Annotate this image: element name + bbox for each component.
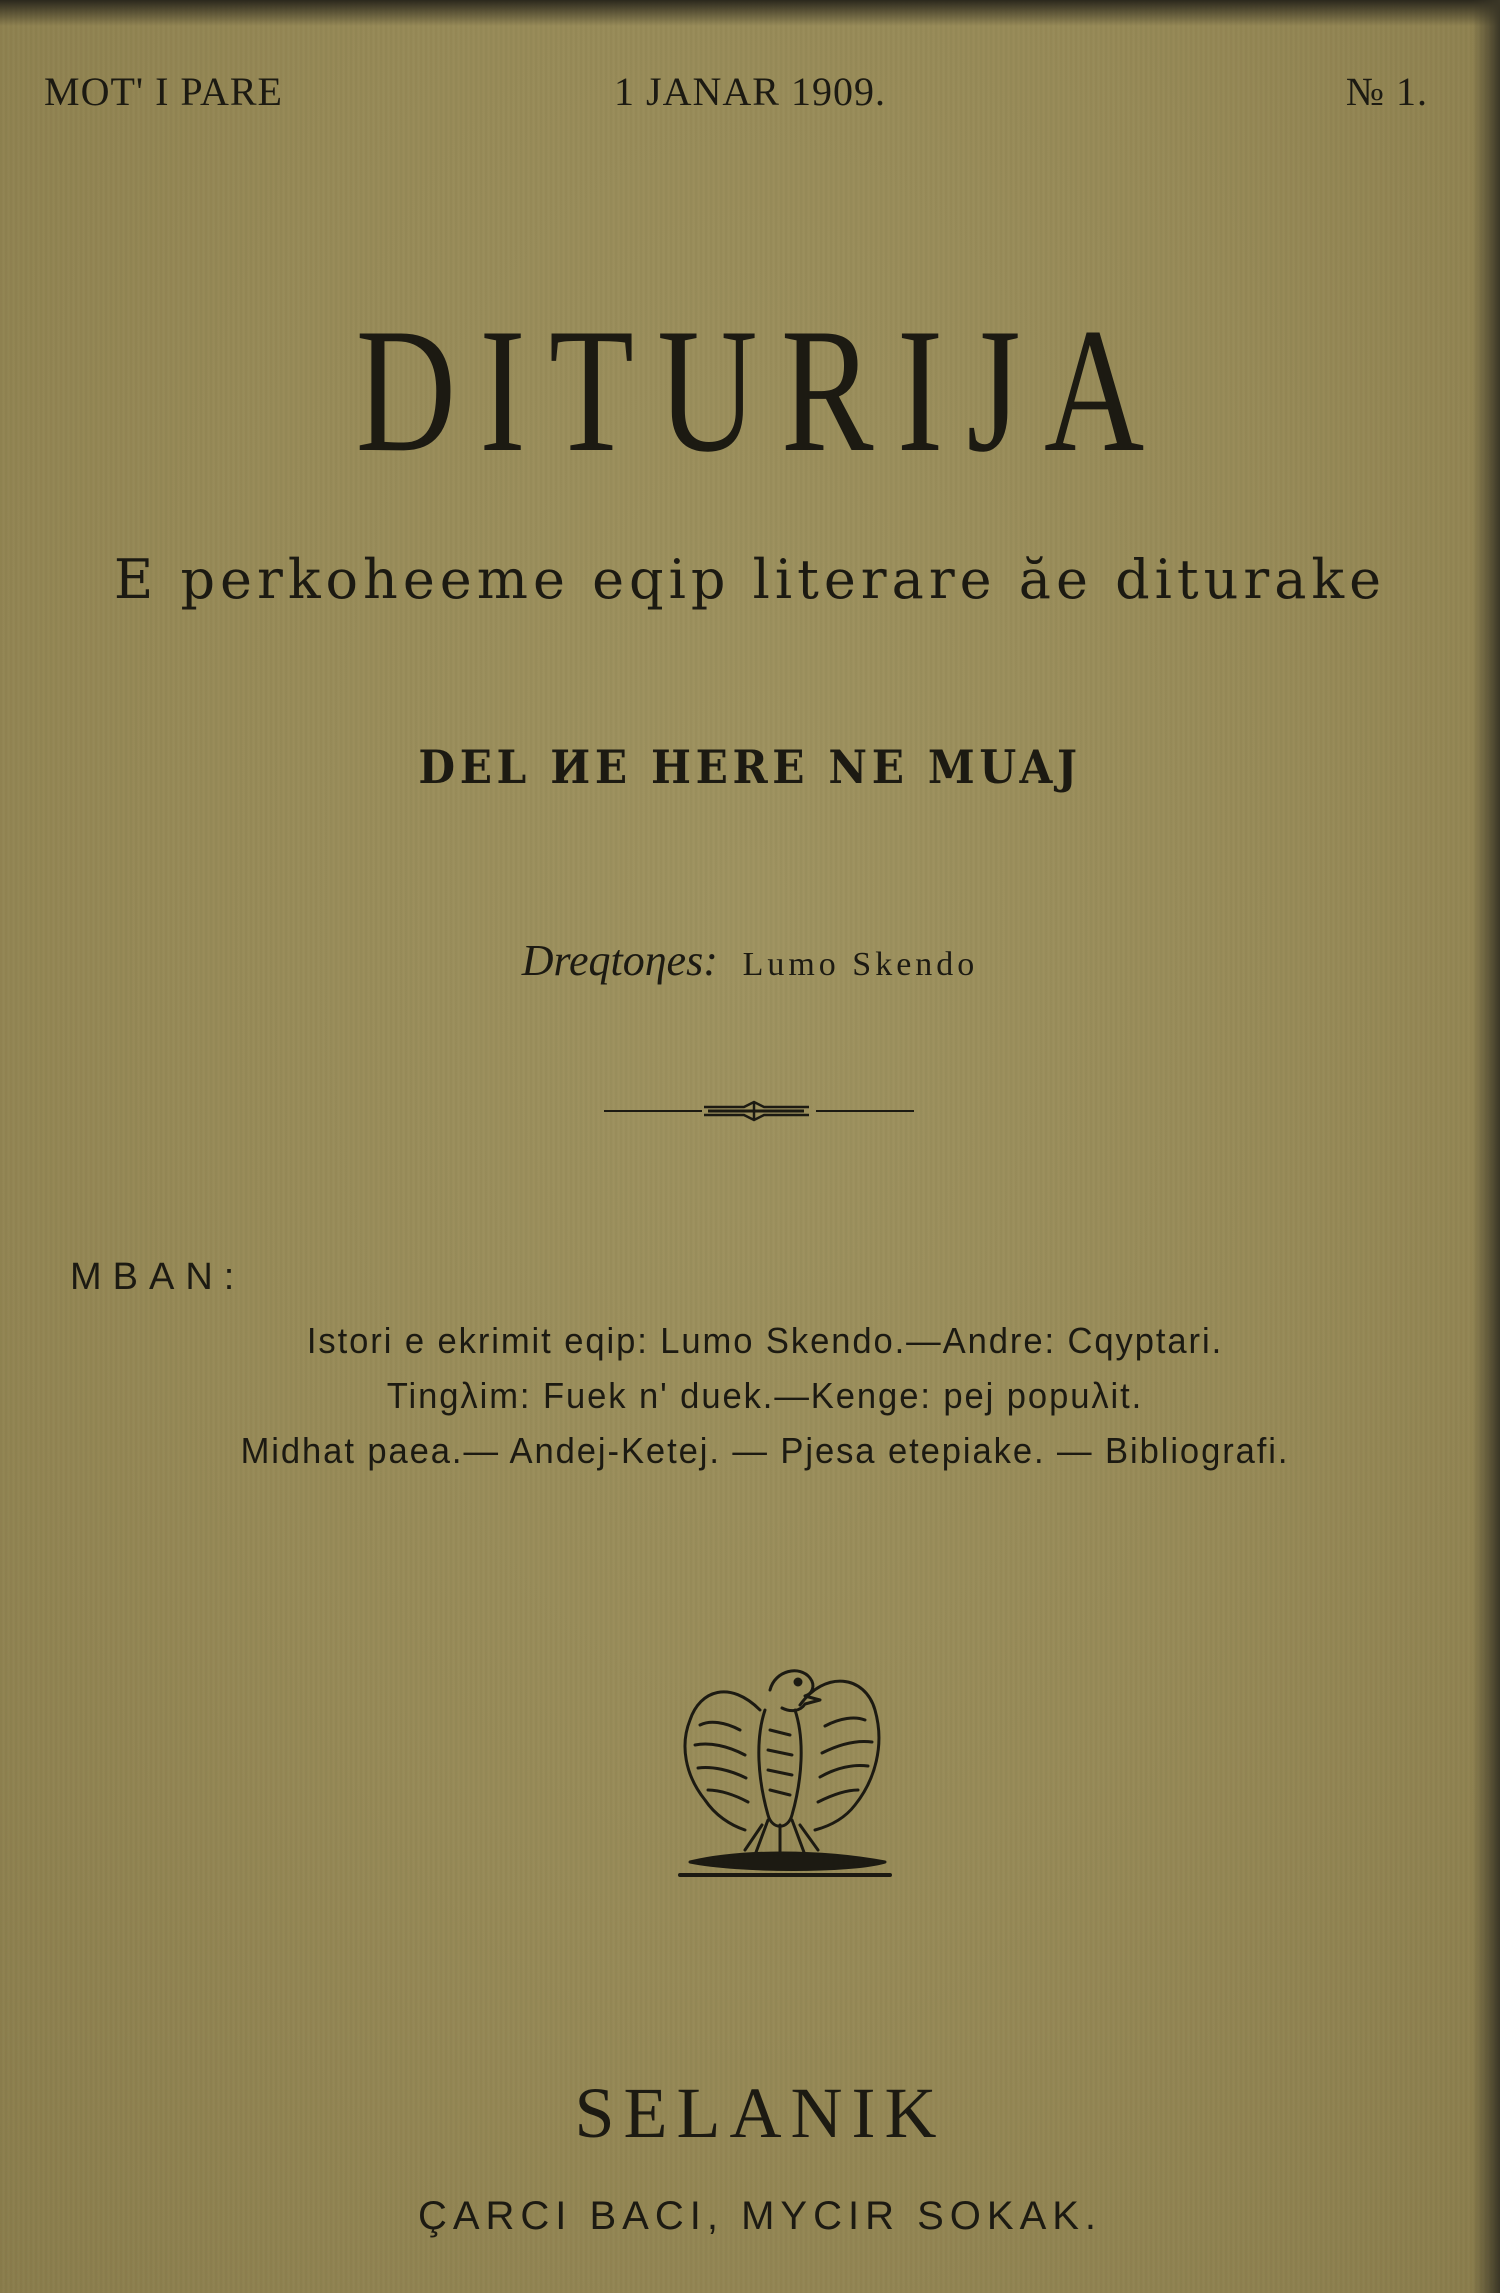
editor-label: Dreqtoηes:	[521, 936, 718, 985]
editor-line	[0, 935, 1500, 986]
ornamental-divider-icon	[604, 1098, 914, 1124]
right-edge-shadow	[1472, 0, 1500, 2293]
contents-label: MBAN:	[70, 1256, 246, 1298]
issue-date: 1 JANAR 1909.	[614, 69, 886, 114]
issue-number: № 1.	[1345, 69, 1428, 114]
contents-line: Tingλim: Fuek n' duek.—Kenge: pej popuλit.	[386, 1375, 1144, 1416]
contents-line: Istori e ekrimit eqip: Lumo Skendo.—Andre: Cqyptari.	[306, 1320, 1224, 1361]
top-edge-shadow	[0, 0, 1500, 26]
publication-city: SELANIK	[574, 2073, 946, 2153]
publication-frequency: DEL ИE HERE NE MUAJ	[418, 740, 1082, 794]
contents-line: Midhat paea.— Andej-Ketej. — Pjesa etepiake. — Bibliografi.	[240, 1430, 1290, 1471]
magazine-subtitle: E perkoheeme eqip literare ăe diturake	[113, 548, 1387, 611]
magazine-title: DITURIJA	[355, 291, 1168, 489]
publication-address: ÇARCI BACI, MYCIR SOKAK.	[417, 2194, 1103, 2238]
editor-name: Lumo Skendo	[742, 946, 979, 983]
volume-label: MOT' I PARE	[44, 69, 283, 114]
eagle-icon	[650, 1650, 910, 1890]
